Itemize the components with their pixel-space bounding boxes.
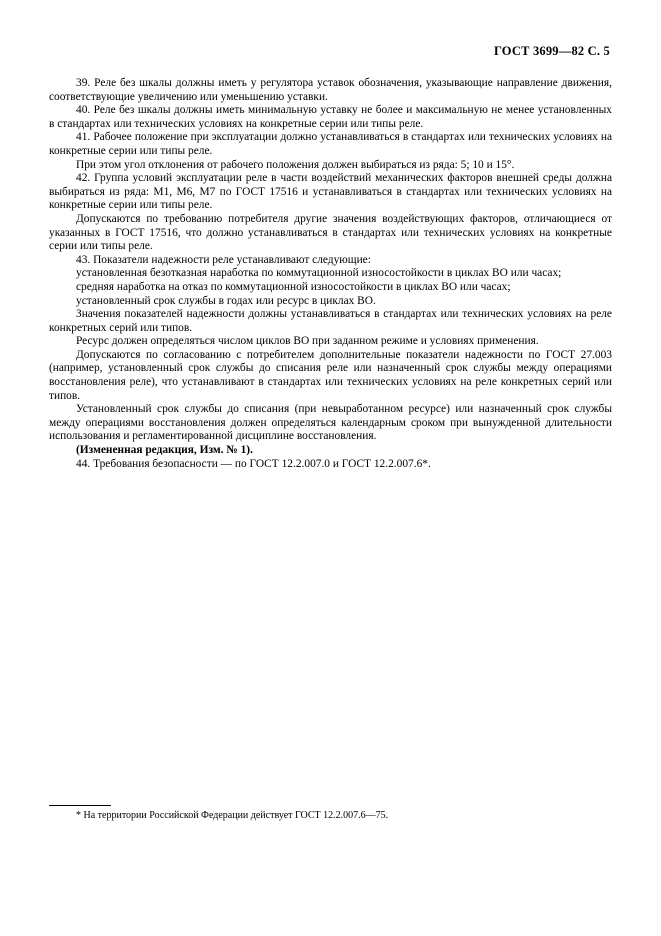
paragraph-43: 43. Показатели надежности реле устанавливают следующие: bbox=[76, 253, 371, 266]
footnote-divider bbox=[49, 805, 111, 806]
page-header: ГОСТ 3699—82 С. 5 bbox=[493, 44, 610, 58]
paragraph-42: 42. Группа условий эксплуатации реле в части воздействий механических факторов внешней среды должна выбираться из ряда: М1, М6, М7 по ГОСТ 17516 и устанавливаться в стандартах или технических условиях на конкретные серии или типы реле. bbox=[49, 172, 612, 212]
paragraph-43-item-1: установленная безотказная наработка по коммутационной износостойкости в циклах ВО или часах; bbox=[76, 267, 562, 280]
paragraph-43-resource: Ресурс должен определяться числом циклов ВО при заданном режиме и условиях применения. bbox=[76, 335, 539, 348]
paragraph-44: 44. Требования безопасности — по ГОСТ 12.2.007.0 и ГОСТ 12.2.007.6*. bbox=[76, 457, 431, 470]
document-body bbox=[49, 77, 612, 471]
paragraph-43-service-life: Установленный срок службы до списания (при невыработанном ресурсе) или назначенный срок службы между операциями восстановления должен определяться календарным сроком при вынужденной длительности использования и регламентированной дисциплине восстановления. bbox=[49, 403, 612, 443]
amendment-note: (Измененная редакция, Изм. № 1). bbox=[76, 444, 253, 457]
paragraph-43-additional: Допускаются по согласованию с потребителем дополнительные показатели надежности по ГОСТ 27.003 (например, установленный срок службы до списания реле или назначенный срок службы между операциями восстановления реле), что устанавливают в стандартах или технических условиях на реле конкретных серий или типов. bbox=[49, 348, 612, 402]
paragraph-43-values: Значения показателей надежности должны устанавливаться в стандартах или технических условиях на реле конкретных серий или типов. bbox=[49, 308, 612, 334]
paragraph-42-allowance: Допускаются по требованию потребителя другие значения воздействующих факторов, отличающиеся от указанных в ГОСТ 17516, что должно устанавливаться в стандартах или технических условиях на конкретные серии или типы реле. bbox=[49, 212, 612, 253]
paragraph-41-angle: При этом угол отклонения от рабочего положения должен выбираться из ряда: 5; 10 и 15°. bbox=[76, 158, 515, 171]
paragraph-41: 41. Рабочее положение при эксплуатации должно устанавливаться в стандартах или технических условиях на конкретные серии или типы реле. bbox=[49, 131, 612, 157]
paragraph-43-item-2: средняя наработка на отказ по коммутационной износостойкости в циклах ВО или часах; bbox=[76, 280, 511, 293]
paragraph-43-item-3: установленный срок службы в годах или ресурс в циклах ВО. bbox=[76, 294, 376, 307]
paragraph-40: 40. Реле без шкалы должны иметь минимальную уставку не более и максимальную не менее установленных в стандартах или технических условиях на конкретные серии или типы реле. bbox=[49, 104, 612, 130]
paragraph-39: 39. Реле без шкалы должны иметь у регулятора уставок обозначения, указывающие направление движения, соответствующие увеличению или уменьшению уставки. bbox=[49, 77, 612, 103]
footnote: * На территории Российской Федерации действует ГОСТ 12.2.007.6—75. bbox=[76, 810, 389, 821]
